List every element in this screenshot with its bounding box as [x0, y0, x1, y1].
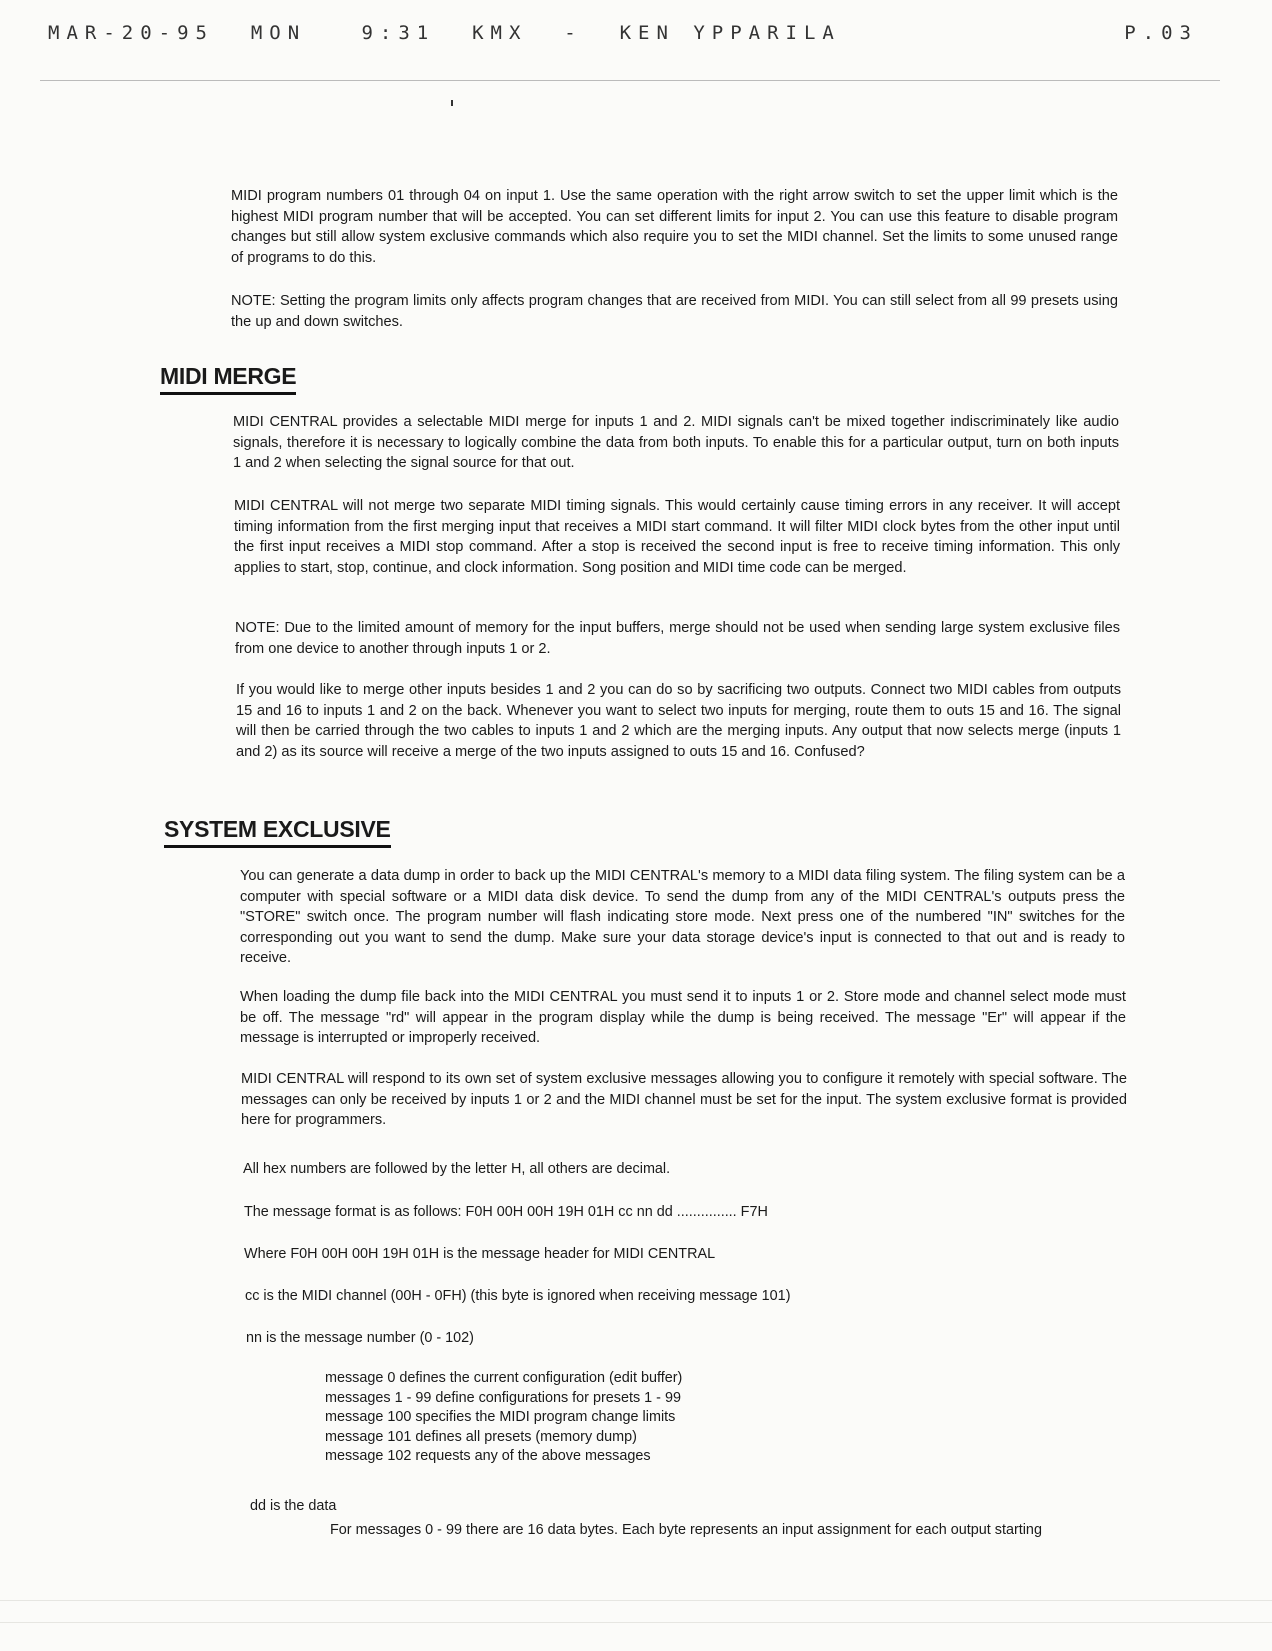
scan-speck: [451, 100, 453, 106]
fax-page-number: P.03: [1124, 22, 1198, 44]
sysex-paragraph-1: You can generate a data dump in order to back up the MIDI CENTRAL's memory to a MIDI data filing system. The filing system can be a computer with special software or a MIDI data disk device. To send the dump from any of the MIDI CENTRAL's outputs press the "STORE" switch once. The program number will flash indicating store mode. Next press one of the numbered "IN" switches for the corresponding out you want to send the dump. Make sure your data storage device's input is connected to that out and is ready to receive.: [240, 868, 1125, 967]
list-item: message 102 requests any of the above messages: [325, 1448, 651, 1464]
list-item: message 0 defines the current configuration (edit buffer): [325, 1370, 683, 1386]
midi-merge-paragraph-1: MIDI CENTRAL provides a selectable MIDI merge for inputs 1 and 2. MIDI signals can't be mixed together indiscriminately like audio signals, therefore it is necessary to logically combine the data from both inputs. To enable this for a particular output, turn on both inputs 1 and 2 when selecting the signal source for that out.: [233, 414, 1119, 472]
header-definition: Where F0H 00H 00H 19H 01H is the message header for MIDI CENTRAL: [244, 1246, 716, 1262]
hex-note: All hex numbers are followed by the letter H, all others are decimal.: [243, 1161, 671, 1177]
midi-merge-heading: MIDI MERGE: [160, 362, 296, 395]
nn-definition: nn is the message number (0 - 102): [246, 1330, 474, 1346]
list-item: message 100 specifies the MIDI program change limits: [325, 1409, 676, 1425]
system-exclusive-heading: SYSTEM EXCLUSIVE: [164, 815, 391, 848]
message-list: [325, 1369, 682, 1467]
scan-noise-line: [0, 1600, 1272, 1601]
intro-note: NOTE: Setting the program limits only affects program changes that are received from MIDI. You can still select from all 99 presets using the up and down switches.: [231, 293, 1118, 330]
list-item: messages 1 - 99 define configurations for presets 1 - 99: [325, 1389, 681, 1406]
midi-merge-note: NOTE: Due to the limited amount of memory for the input buffers, merge should not be used when sending large system exclusive files from one device to another through inputs 1 or 2.: [235, 620, 1120, 657]
list-item: message 101 defines all presets (memory dump): [325, 1428, 637, 1445]
midi-merge-paragraph-2: MIDI CENTRAL will not merge two separate MIDI timing signals. This would certainly cause timing errors in any receiver. It will accept timing information from the first merging input that receives a MIDI start command. It will filter MIDI clock bytes from the other input until the first input receives a MIDI stop command. After a stop is received the second input is free to receive timing information. This only applies to start, stop, continue, and clock information. Song position and MIDI time code can be merged.: [234, 498, 1120, 576]
header-rule: [40, 80, 1220, 81]
scan-noise-line: [0, 1622, 1272, 1623]
dd-definition: dd is the data: [250, 1498, 337, 1514]
fax-header: [48, 22, 1198, 48]
intro-paragraph: MIDI program numbers 01 through 04 on input 1. Use the same operation with the right arrow switch to set the upper limit which is the highest MIDI program number that will be accepted. You can set different limits for input 2. You can use this feature to disable program changes but still allow system exclusive commands which also require you to set the MIDI channel. Set the limits to some unused range of programs to do this.: [231, 188, 1118, 266]
dd-detail: For messages 0 - 99 there are 16 data bytes. Each byte represents an input assignment for each output starting: [330, 1522, 1042, 1538]
cc-definition: cc is the MIDI channel (00H - 0FH) (this byte is ignored when receiving message 101): [245, 1288, 791, 1304]
sysex-paragraph-3: MIDI CENTRAL will respond to its own set of system exclusive messages allowing you to configure it remotely with special software. The messages can only be received by inputs 1 or 2 and the MIDI channel must be set for the input. The system exclusive format is provided here for programmers.: [241, 1071, 1127, 1129]
midi-merge-paragraph-3: If you would like to merge other inputs besides 1 and 2 you can do so by sacrificing two outputs. Connect two MIDI cables from outputs 15 and 16 to inputs 1 and 2 on the back. Whenever you want to select two inputs for merging, route them to outs 15 and 16. The signal will then be carried through the two cables to inputs 1 and 2 which are the merging inputs. Any output that now selects merge (inputs 1 and 2) as its source will receive a merge of the two inputs assigned to outs 15 and 16. Confused?: [236, 682, 1121, 760]
sysex-paragraph-2: When loading the dump file back into the MIDI CENTRAL you must send it to inputs 1 or 2. Store mode and channel select mode must be off. The message "rd" will appear in the program display while the dump is being received. The message "Er" will appear if the message is interrupted or improperly received.: [240, 989, 1126, 1047]
fax-header-info: MAR-20-95 MON 9:31 KMX - KEN YPPARILA: [48, 22, 841, 44]
message-format: The message format is as follows: F0H 00H 00H 19H 01H cc nn dd ............... F7H: [244, 1204, 768, 1220]
